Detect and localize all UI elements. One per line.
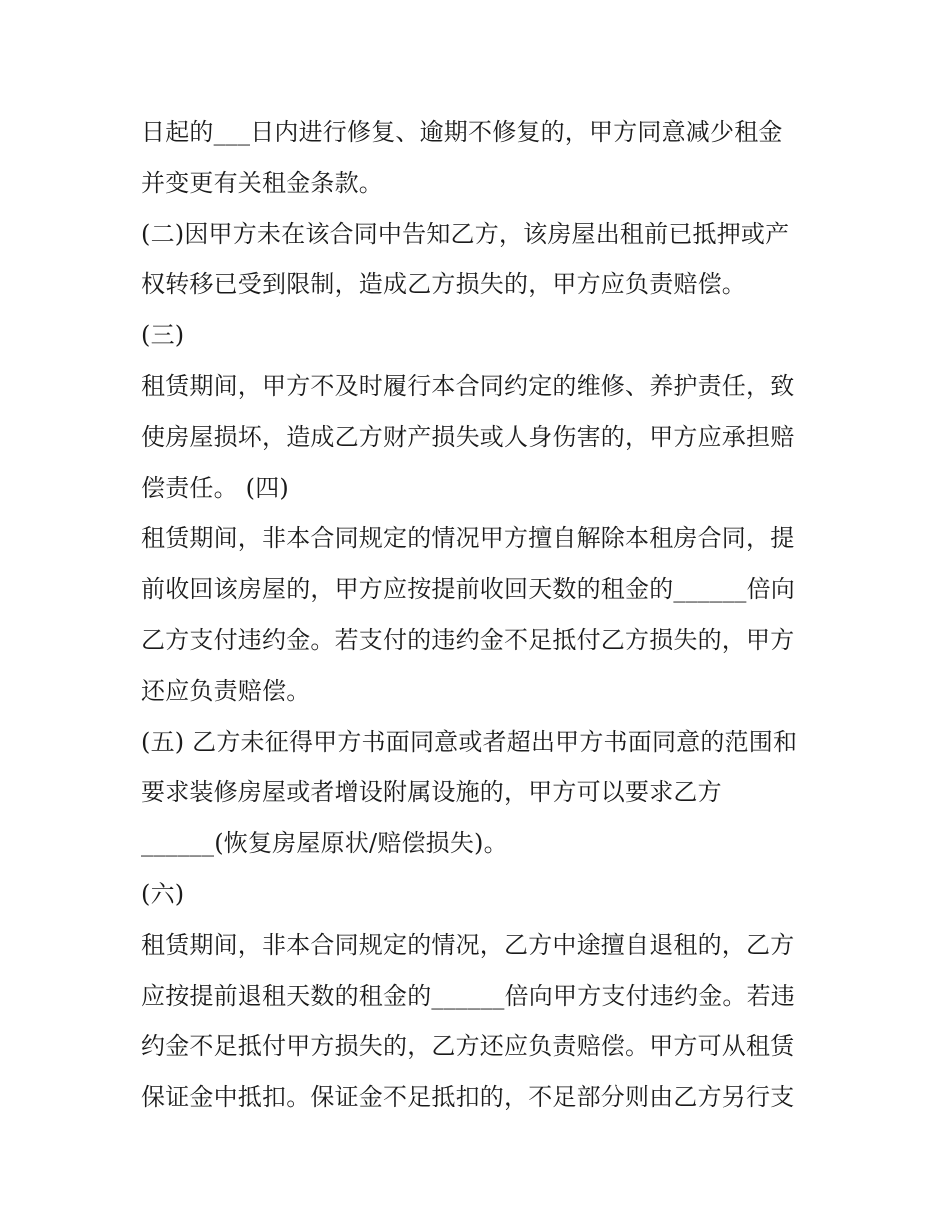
text-line: (三) bbox=[141, 321, 185, 350]
text-line: 租赁期间，非本合同规定的情况，乙方中途擅自退租的，乙方 bbox=[141, 930, 795, 959]
text-line: (六) bbox=[141, 879, 185, 908]
text-line: 日起的___日内进行修复、逾期不修复的，甲方同意减少租金 bbox=[141, 118, 783, 146]
text-line: 租赁期间，甲方不及时履行本合同约定的维修、养护责任，致 bbox=[141, 371, 795, 400]
text-line: 偿责任。 (四) bbox=[141, 473, 289, 502]
text-line: 使房屋损坏，造成乙方财产损失或人身伤害的，甲方应承担赔 bbox=[141, 422, 795, 451]
text-line: ______(恢复房屋原状/赔偿损失)。 bbox=[141, 829, 508, 858]
text-line: 约金不足抵付甲方损失的，乙方还应负责赔偿。甲方可从租赁 bbox=[141, 1032, 795, 1061]
text-line: 还应负责赔偿。 bbox=[141, 676, 311, 705]
text-line: 乙方支付违约金。若支付的违约金不足抵付乙方损失的，甲方 bbox=[141, 625, 795, 654]
text-line: 租赁期间，非本合同规定的情况甲方擅自解除本租房合同，提 bbox=[141, 524, 795, 553]
text-line: (五) 乙方未征得甲方书面同意或者超出甲方书面同意的范围和 bbox=[141, 727, 798, 756]
text-line: 前收回该房屋的，甲方应按提前收回天数的租金的______倍向 bbox=[141, 575, 795, 604]
text-line: 权转移已受到限制，造成乙方损失的，甲方应负责赔偿。 bbox=[141, 270, 746, 299]
text-line: 保证金中抵扣。保证金不足抵扣的，不足部分则由乙方另行支 bbox=[141, 1083, 795, 1112]
text-line: 要求装修房屋或者增设附属设施的，甲方可以要求乙方 bbox=[141, 778, 722, 807]
text-line: 应按提前退租天数的租金的______倍向甲方支付违约金。若违 bbox=[141, 981, 795, 1010]
text-line: (二)因甲方未在该合同中告知乙方，该房屋出租前已抵押或产 bbox=[141, 219, 790, 248]
text-line: 并变更有关租金条款。 bbox=[141, 168, 383, 197]
document-page bbox=[141, 107, 821, 1123]
